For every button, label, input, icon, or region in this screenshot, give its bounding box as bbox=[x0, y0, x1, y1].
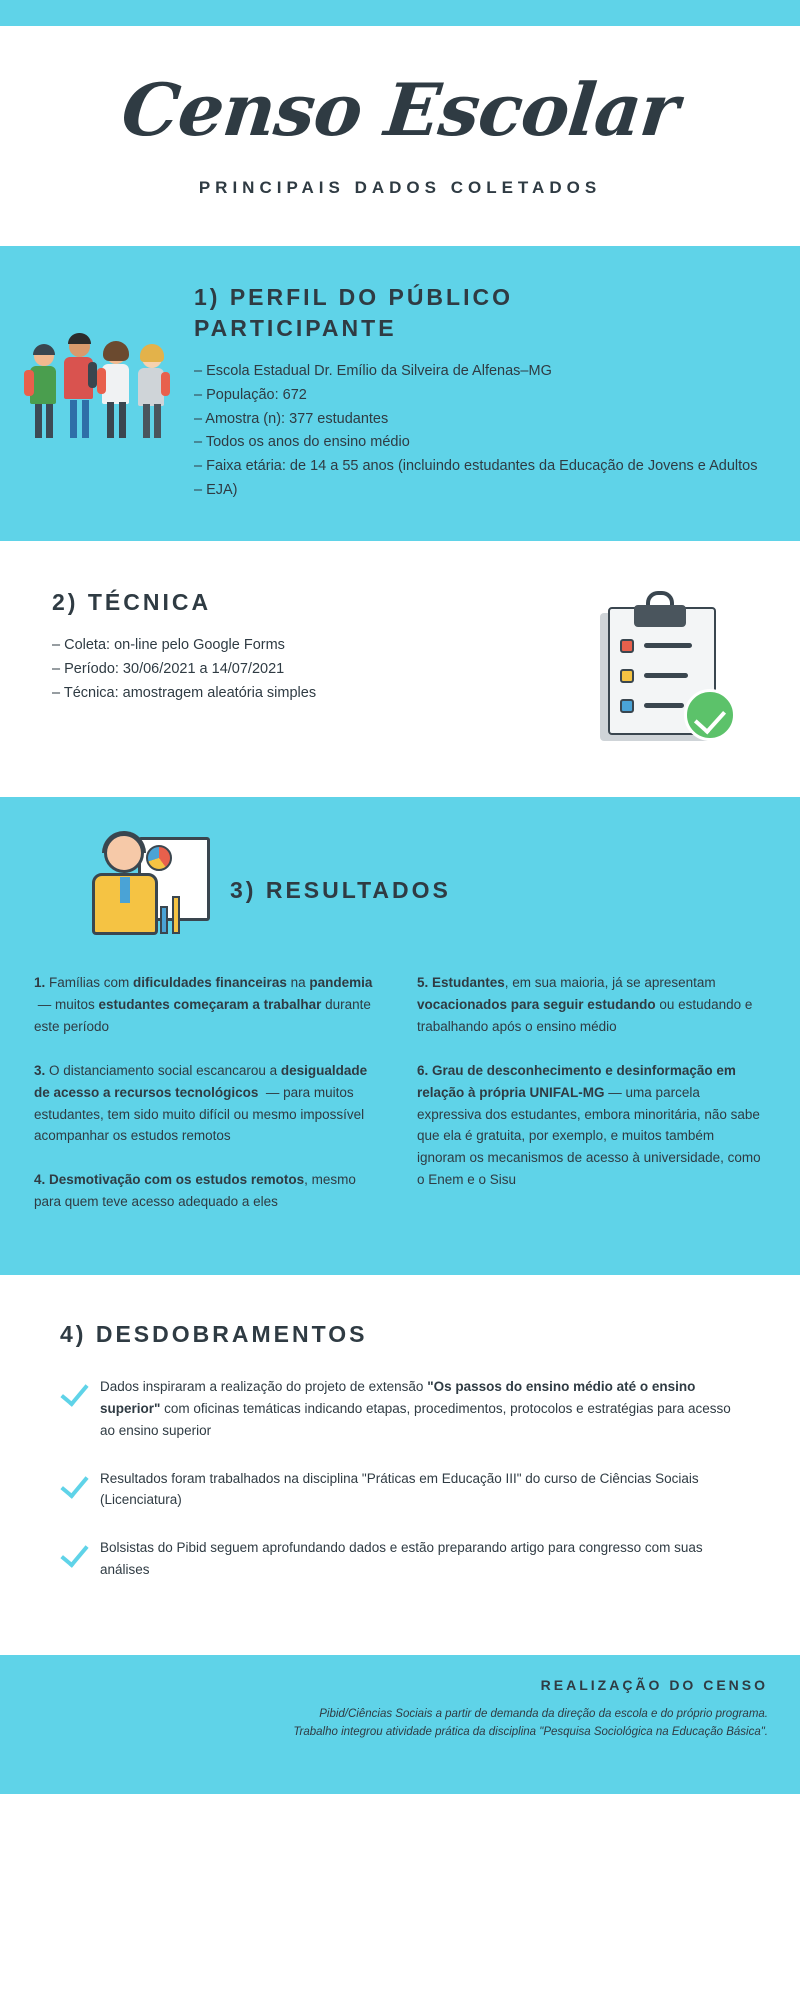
section-desdobramentos bbox=[0, 1275, 800, 1655]
bottom-accent-bar bbox=[0, 1768, 800, 1794]
footer bbox=[0, 1655, 800, 1768]
list-item bbox=[60, 1376, 740, 1442]
bullet-line: – Escola Estadual Dr. Emílio da Silveira de Alfenas–MG bbox=[194, 362, 552, 379]
section1-bullets bbox=[194, 360, 760, 504]
section2-bullets bbox=[52, 634, 560, 706]
student-figure bbox=[98, 344, 132, 438]
section-resultados bbox=[0, 797, 800, 1275]
clipboard-illustration bbox=[560, 587, 760, 747]
result-item: 4. Desmotivação com os estudos remotos, mesmo para quem teve acesso adequado a eles bbox=[34, 1172, 356, 1210]
list-item bbox=[60, 1468, 740, 1512]
section4-heading: 4) DESDOBRAMENTOS bbox=[60, 1320, 368, 1347]
bullet-line: – Período: 30/06/2021 a 14/07/2021 bbox=[52, 661, 285, 678]
section2-heading: 2) TÉCNICA bbox=[52, 589, 212, 616]
section3-heading: 3) RESULTADOS bbox=[230, 877, 451, 904]
section-tecnica bbox=[0, 541, 800, 797]
bullet-line: – Faixa etária: de 14 a 55 anos (incluindo estudantes da Educação de Jovens e Adultos – EJA) bbox=[194, 458, 758, 499]
result-item: 3. O distanciamento social escancarou a desigualdade de acesso a recursos tecnológicos — para muitos estudantes, tem sido muito difícil ou mesmo impossível acompanhar os estudos remotos bbox=[34, 1062, 368, 1144]
bullet-line: – Todos os anos do ensino médio bbox=[194, 434, 410, 451]
footer-line-2: Trabalho integrou atividade prática da disciplina "Pesquisa Sociológica na Educação Básica". bbox=[293, 1726, 768, 1739]
footer-line-1: Pibid/Ciências Sociais a partir de demanda da direção da escola e do próprio programa. bbox=[319, 1708, 768, 1721]
bullet-line: – Coleta: on-line pelo Google Forms bbox=[52, 637, 285, 654]
results-column-right bbox=[417, 972, 766, 1235]
section1-heading: 1) PERFIL DO PÚBLICO PARTICIPANTE bbox=[194, 283, 513, 341]
student-figure bbox=[26, 346, 60, 438]
students-illustration bbox=[26, 282, 176, 504]
presenter-chart-illustration bbox=[90, 833, 210, 948]
result-item: 1. Famílias com dificuldades financeiras na pandemia — muitos estudantes começaram a trabalhar durante este período bbox=[34, 975, 373, 1034]
bullet-line: – Amostra (n): 377 estudantes bbox=[194, 410, 389, 427]
student-figure bbox=[60, 336, 96, 438]
check-icon bbox=[60, 1470, 86, 1496]
check-circle-icon bbox=[684, 689, 736, 741]
bullet-line: – População: 672 bbox=[194, 386, 307, 403]
top-accent-bar bbox=[0, 0, 800, 26]
check-icon bbox=[60, 1539, 86, 1565]
desdobramento-text: Dados inspiraram a realização do projeto de extensão "Os passos do ensino médio até o ensino superior" com oficinas temáticas indicando etapas, procedimentos, protocolos e estratégias para acesso ao ensino superior bbox=[100, 1379, 731, 1438]
student-figure bbox=[134, 346, 168, 438]
desdobramento-text: Bolsistas do Pibid seguem aprofundando dados e estão preparando artigo para congresso com suas análises bbox=[100, 1540, 703, 1578]
page-title: Censo Escolar bbox=[117, 67, 683, 152]
check-icon bbox=[60, 1378, 86, 1404]
results-column-left bbox=[34, 972, 383, 1235]
list-item bbox=[60, 1537, 740, 1581]
bullet-line: – Técnica: amostragem aleatória simples bbox=[52, 685, 317, 702]
result-item: 5. Estudantes, em sua maioria, já se apresentam vocacionados para seguir estudando ou estudando e trabalhando após o ensino médio bbox=[417, 975, 753, 1034]
header bbox=[0, 26, 800, 246]
page-subtitle: PRINCIPAIS DADOS COLETADOS bbox=[198, 177, 602, 197]
section-perfil bbox=[0, 246, 800, 542]
footer-title: REALIZAÇÃO DO CENSO bbox=[540, 1677, 768, 1694]
desdobramento-text: Resultados foram trabalhados na disciplina "Práticas em Educação III" do curso de Ciências Sociais (Licenciatura) bbox=[100, 1470, 699, 1508]
result-item: 6. Grau de desconhecimento e desinformação em relação à própria UNIFAL-MG — uma parcela expressiva dos estudantes, embora minoritária, não sabe que ela é gratuita, por exemplo, e muitos também ignoram os mecanismos de acesso à universidade, como o Enem e o Sisu bbox=[417, 1062, 761, 1188]
